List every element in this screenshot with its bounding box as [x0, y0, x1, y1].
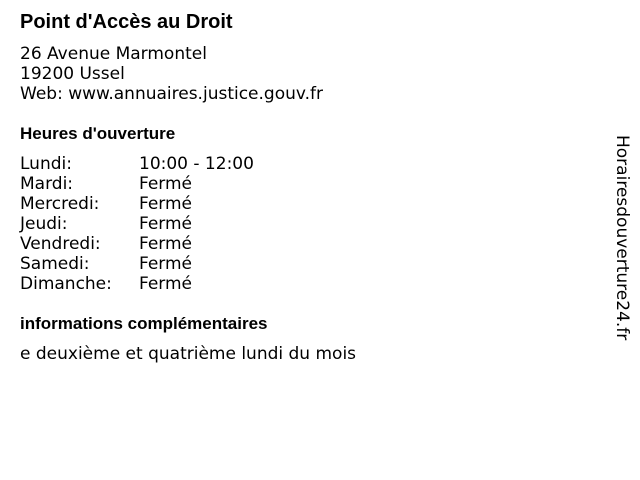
day-hours: 10:00 - 12:00: [139, 154, 254, 174]
address-street: 26 Avenue Marmontel: [20, 44, 207, 64]
day-label: Samedi:: [20, 254, 90, 274]
hours-row-samedi: [20, 254, 320, 274]
day-label: Mercredi:: [20, 194, 100, 214]
additional-info-text: e deuxième et quatrième lundi du mois: [20, 344, 357, 364]
hours-row-mardi: [20, 174, 320, 194]
day-hours: Fermé: [139, 194, 193, 214]
hours-row-mercredi: [20, 194, 320, 214]
address-city: 19200 Ussel: [20, 64, 125, 84]
hours-row-dimanche: [20, 274, 320, 294]
site-watermark: [611, 135, 633, 345]
watermark-text: Horairesdouverture24.fr: [612, 135, 632, 341]
day-label: Dimanche:: [20, 274, 112, 294]
address-web: Web: www.annuaires.justice.gouv.fr: [20, 84, 324, 104]
day-label: Jeudi:: [20, 214, 68, 234]
day-label: Vendredi:: [20, 234, 101, 254]
hours-row-jeudi: [20, 214, 320, 234]
day-hours: Fermé: [139, 214, 193, 234]
day-label: Mardi:: [20, 174, 74, 194]
address-block: [20, 44, 323, 104]
hours-row-lundi: [20, 154, 320, 174]
day-hours: Fermé: [139, 254, 193, 274]
page-title: Point d'Accès au Droit: [20, 11, 233, 33]
additional-info-heading: informations complémentaires: [20, 314, 268, 333]
day-hours: Fermé: [139, 174, 193, 194]
opening-hours-heading: Heures d'ouverture: [20, 124, 176, 143]
hours-row-vendredi: [20, 234, 320, 254]
day-hours: Fermé: [139, 274, 193, 294]
day-label: Lundi:: [20, 154, 72, 174]
day-hours: Fermé: [139, 234, 193, 254]
opening-hours-table: [20, 154, 320, 294]
